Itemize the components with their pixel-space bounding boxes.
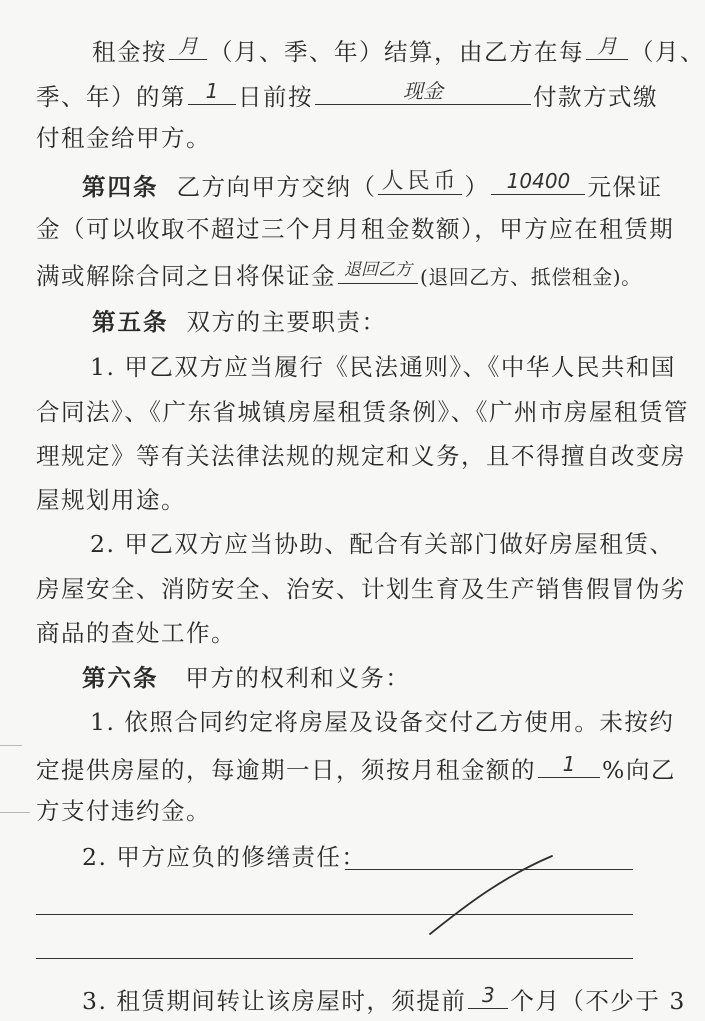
text: 日前按 [238, 83, 313, 111]
text: 商品的查处工作。 [36, 619, 236, 647]
text: 付租金给甲方。 [36, 124, 211, 152]
article6-item1-line-3 [36, 795, 211, 827]
handwritten-months: 3 [482, 983, 495, 1007]
text: 租金按 [92, 38, 167, 66]
article4-heading: 第四条 [82, 173, 159, 201]
article5-item2-line-2 [36, 573, 686, 605]
article5-title: 双方的主要职责： [186, 308, 387, 336]
text: 理规定》等有关法律法规的规定和义务，且不得擅自改变房 [36, 442, 686, 470]
article5-item1-line-4 [36, 484, 186, 516]
text: 房屋安全、消防安全、治安、计划生育及生产销售假冒伪劣 [36, 575, 686, 603]
each-blank[interactable] [586, 33, 628, 60]
rent-line-1 [92, 33, 705, 68]
article5-item1-line-3 [36, 440, 686, 472]
article6-item1-line-1 [90, 706, 674, 738]
scan-artifact [0, 812, 30, 813]
text: 满或解除合同之日将保证金 [36, 262, 336, 290]
months-blank[interactable] [468, 982, 508, 1009]
article5-item1-line-1 [90, 351, 676, 383]
text: 1. 甲乙双方应当履行《民法通则》、《中华人民共和国 [90, 353, 676, 381]
text: 2. 甲乙双方应当协助、配合有关部门做好房屋租赁、 [90, 530, 675, 558]
handwritten-amount: 10400 [506, 169, 571, 193]
article5-item2-line-1 [90, 528, 674, 560]
handwritten-period: 月 [178, 34, 198, 58]
period-blank[interactable] [169, 33, 207, 60]
article6-item1-line-2 [36, 751, 676, 786]
article5-heading: 第五条 [92, 308, 169, 336]
scan-artifact [0, 745, 22, 746]
article4-line-1 [82, 168, 662, 203]
handwritten-each: 月 [597, 34, 617, 58]
text: %向乙 [602, 756, 676, 784]
return-blank[interactable] [338, 257, 418, 284]
text: (退回乙方、抵偿租金)。 [420, 265, 642, 289]
text: ） [464, 173, 490, 201]
text: （月、 [630, 38, 705, 66]
text: 付款方式缴 [533, 83, 658, 111]
method-blank[interactable] [315, 78, 531, 105]
handwritten-percent: 1 [562, 752, 576, 776]
article6-heading-line [82, 662, 410, 694]
article6-item2-line [82, 841, 366, 873]
article5-item2-line-3 [36, 617, 236, 649]
text: 合同法》、《广东省城镇房屋租赁条例》、《广州市房屋租赁管 [36, 398, 689, 426]
article5-heading-line [92, 306, 386, 338]
text: 方支付违约金。 [36, 797, 211, 825]
article6-heading: 第六条 [82, 664, 159, 692]
text: （月、季、年）结算，由乙方在每 [209, 38, 584, 66]
percent-blank[interactable] [538, 751, 600, 778]
text: 金（可以收取不超过三个月月租金数额），甲方应在租赁期 [36, 215, 675, 243]
handwritten-return: 退回乙方 [344, 260, 412, 280]
rent-line-2 [36, 78, 658, 113]
handwritten-currency: 人民币 [381, 169, 460, 194]
article4-line-3 [36, 257, 642, 293]
text: 屋规划用途。 [36, 486, 186, 514]
repair-blank-line-3[interactable] [36, 958, 633, 959]
text: 3. 租赁期间转让该房屋时，须提前 [82, 987, 467, 1015]
text: 个月（不少于 3 [510, 987, 686, 1015]
text: 元保证 [587, 173, 663, 201]
rent-line-3 [36, 122, 211, 154]
day-blank[interactable] [188, 78, 236, 105]
article6-title: 甲方的权利和义务： [185, 664, 411, 692]
handwritten-day: 1 [205, 79, 219, 103]
text: 定提供房屋的，每逾期一日，须按月租金额的 [36, 756, 536, 784]
handwritten-method: 现金 [403, 79, 443, 103]
text: 1. 依照合同约定将房屋及设备交付乙方使用。未按约 [90, 708, 675, 736]
article5-item1-line-2 [36, 396, 689, 428]
strike-through-slash [420, 852, 560, 938]
text: 季、年）的第 [36, 83, 186, 111]
article6-item3-line [82, 982, 686, 1017]
currency-blank[interactable] [378, 169, 462, 195]
article4-line-2 [36, 213, 674, 245]
text: 2. 甲方应负的修缮责任： [82, 843, 367, 871]
text: 乙方向甲方交纳（ [176, 173, 377, 201]
amount-blank[interactable] [491, 168, 585, 195]
